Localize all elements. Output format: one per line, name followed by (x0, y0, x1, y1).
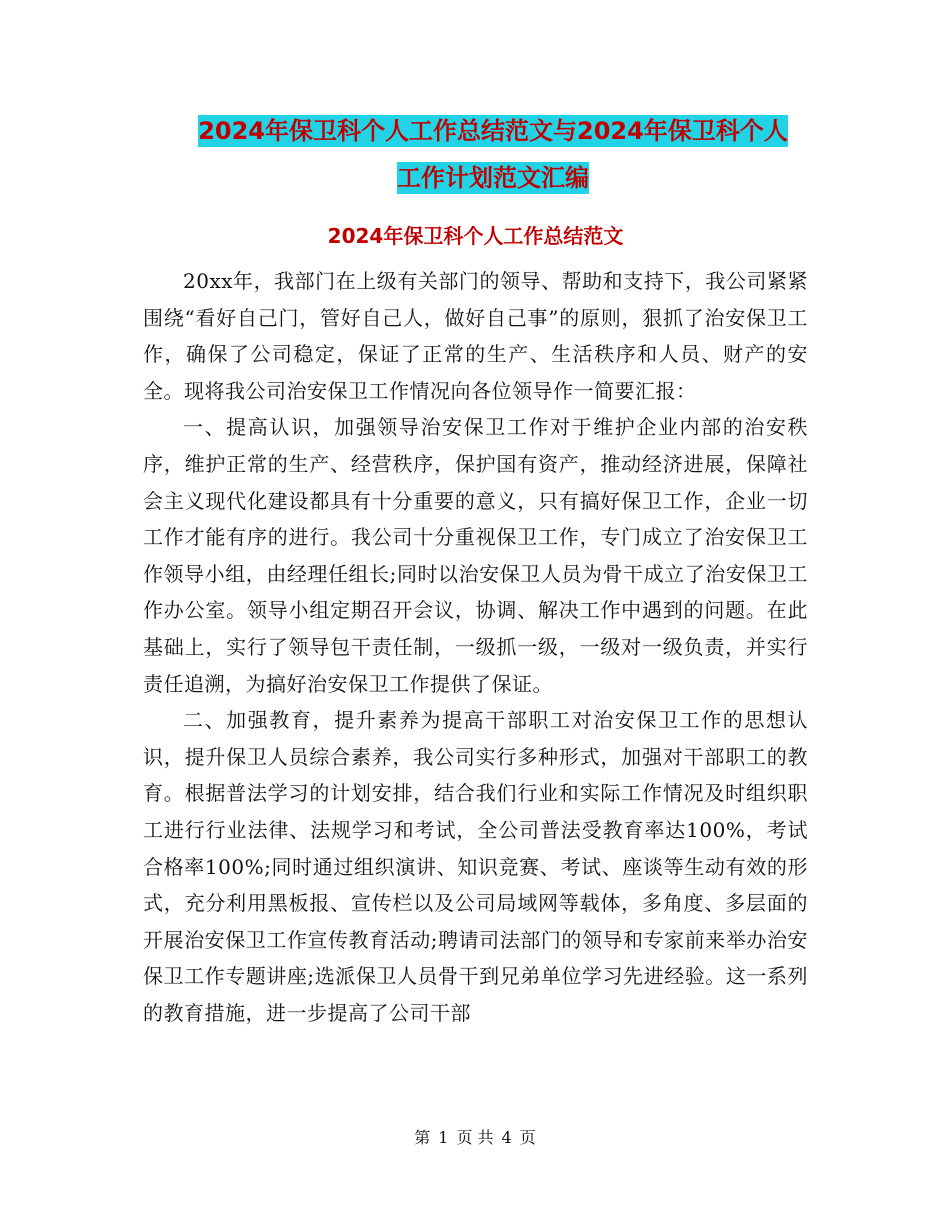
paragraph-intro: 20xx年，我部门在上级有关部门的领导、帮助和支持下，我公司紧紧围绕“看好自己门，管好自己人，做好自己事”的原则，狠抓了治安保卫工作，确保了公司稳定，保证了正常的生产、生活秩序和人员、财产的安全。现将我公司治安保卫工作情况向各位领导作一简要汇报： (143, 269, 808, 403)
title-line-2: 工作计划范文汇编 (397, 164, 589, 192)
footer-prefix: 第 (414, 1128, 431, 1147)
page-footer (0, 1125, 950, 1148)
page-title (143, 108, 843, 202)
paragraph-2: 二、加强教育，提升素养为提高干部职工对治安保卫工作的思想认识，提升保卫人员综合素养，我公司实行多种形式，加强对干部职工的教育。根据普法学习的计划安排，结合我们行业和实际工作情况及时组织职工进行行业法律、法规学习和考试，全公司普法受教育率达100%，考试合格率100%;同时通过组织演讲、知识竞赛、考试、座谈等生动有效的形式，充分利用黑板报、宣传栏以及公司局域网等载体，多角度、多层面的开展治安保卫工作宣传教育活动;聘请司法部门的领导和专家前来举办治安保卫工作专题讲座;选派保卫人员骨干到兄弟单位学习先进经验。这一系列的教育措施，进一步提高了公司干部 (143, 708, 808, 1025)
footer-total-pages: 4 (501, 1128, 512, 1147)
footer-page-number: 1 (438, 1128, 449, 1147)
footer-suffix: 页 (519, 1128, 536, 1147)
section-title: 2024年保卫科个人工作总结范文 (327, 224, 624, 248)
footer-middle: 页 共 (456, 1128, 494, 1147)
body-text (143, 263, 808, 1031)
title-line-1: 2024年保卫科个人工作总结范文与2024年保卫科个人 (198, 117, 788, 145)
paragraph-1: 一、提高认识，加强领导治安保卫工作对于维护企业内部的治安秩序，维护正常的生产、经营秩序，保护国有资产，推动经济进展，保障社会主义现代化建设都具有十分重要的意义，只有搞好保卫工作，企业一切工作才能有序的进行。我公司十分重视保卫工作，专门成立了治安保卫工作领导小组，由经理任组长;同时以治安保卫人员为骨干成立了治安保卫工作办公室。领导小组定期召开会议，协调、解决工作中遇到的问题。在此基础上，实行了领导包干责任制，一级抓一级，一级对一级负责，并实行责任追溯，为搞好治安保卫工作提供了保证。 (143, 415, 808, 696)
